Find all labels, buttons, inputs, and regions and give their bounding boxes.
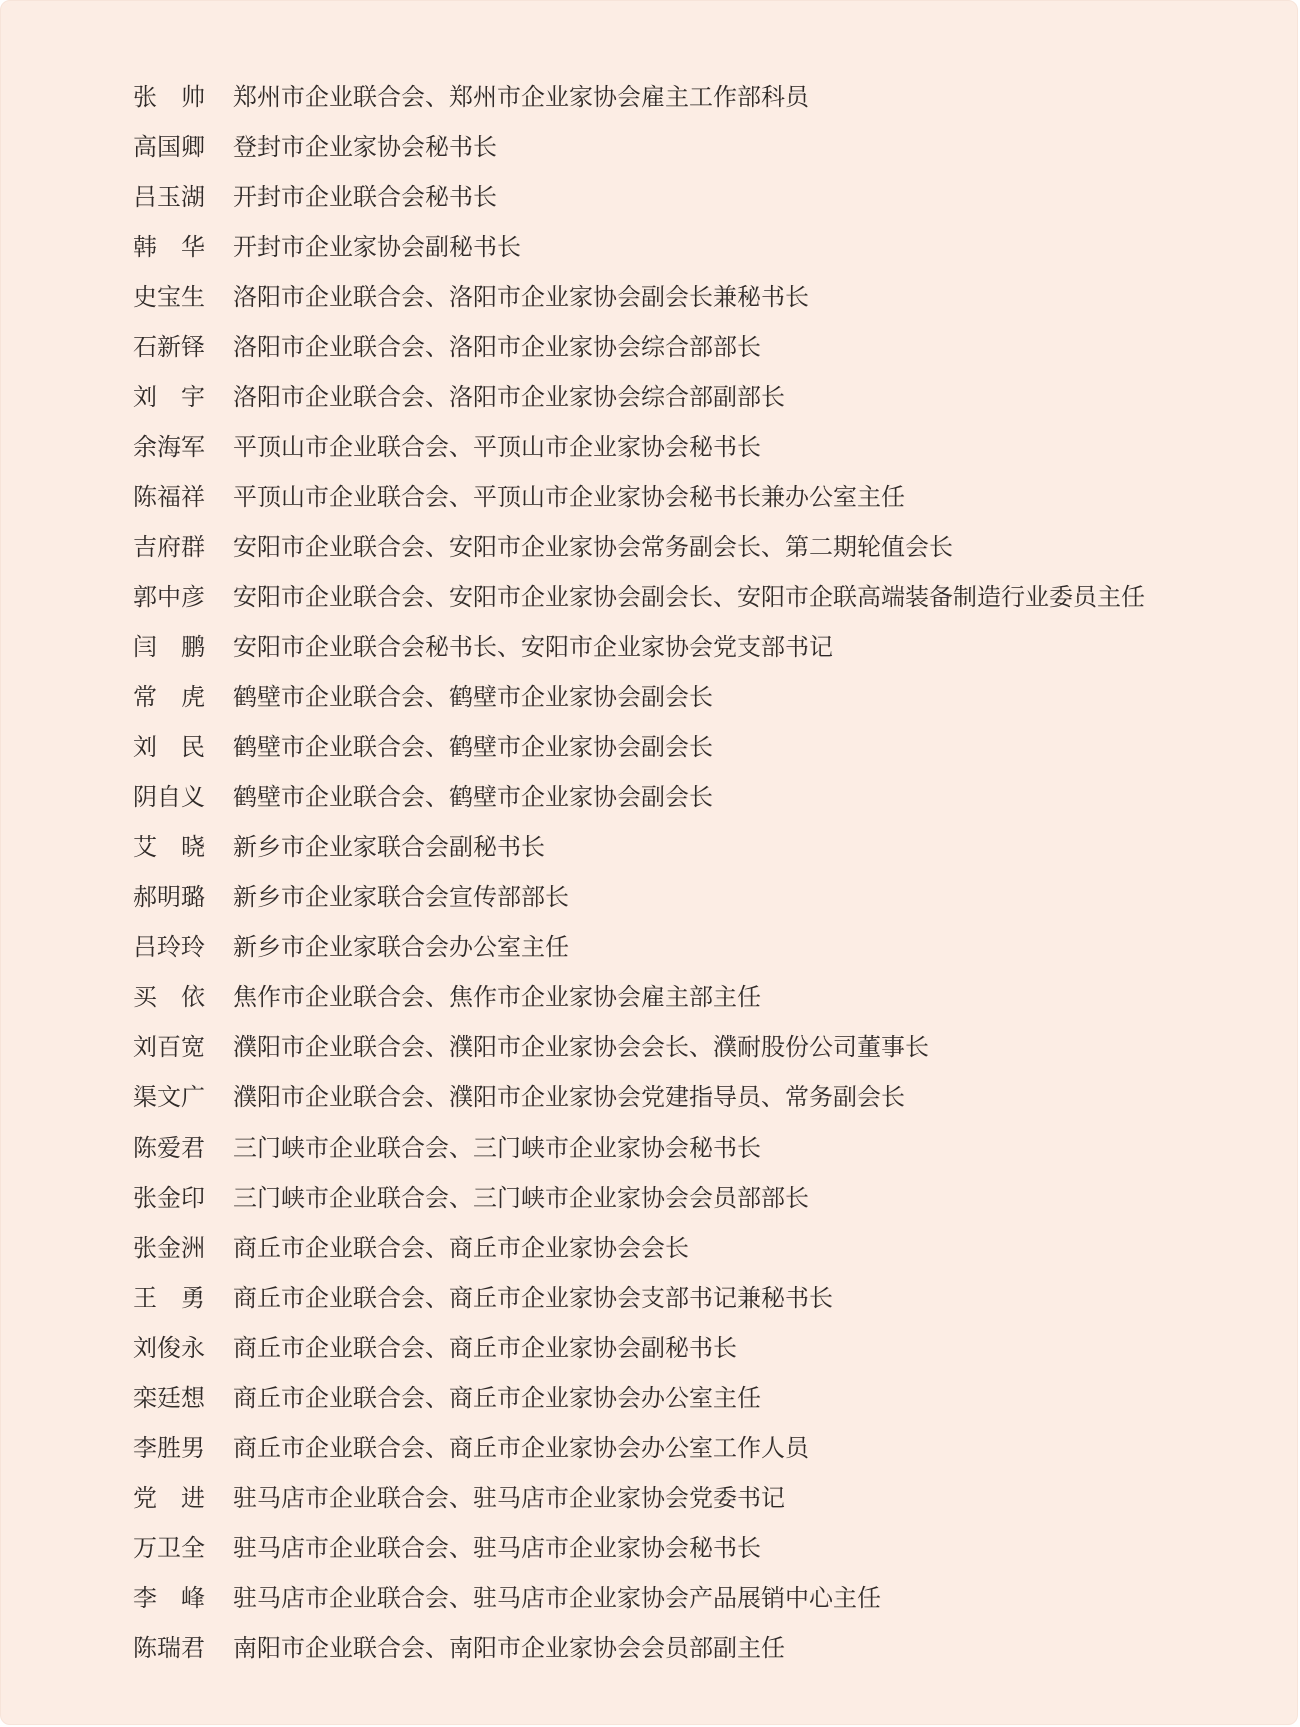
member-title: 洛阳市企业联合会、洛阳市企业家协会综合部副部长 bbox=[233, 382, 785, 411]
member-name: 韩 华 bbox=[133, 232, 205, 261]
member-title: 商丘市企业联合会、商丘市企业家协会办公室工作人员 bbox=[233, 1433, 809, 1462]
member-title: 三门峡市企业联合会、三门峡市企业家协会会员部部长 bbox=[233, 1183, 809, 1212]
member-name: 万卫全 bbox=[133, 1533, 205, 1562]
list-item bbox=[133, 519, 1145, 569]
member-title: 安阳市企业联合会秘书长、安阳市企业家协会党支部书记 bbox=[233, 633, 833, 662]
list-item bbox=[133, 419, 1145, 469]
member-name: 余海军 bbox=[133, 432, 205, 461]
member-name: 党 进 bbox=[133, 1483, 205, 1512]
member-name: 渠文广 bbox=[133, 1083, 205, 1112]
list-item bbox=[133, 1120, 1145, 1170]
member-title: 濮阳市企业联合会、濮阳市企业家协会党建指导员、常务副会长 bbox=[233, 1083, 905, 1112]
member-name: 史宝生 bbox=[133, 282, 205, 311]
member-name: 郝明璐 bbox=[133, 883, 205, 912]
member-title: 开封市企业联合会秘书长 bbox=[233, 182, 497, 211]
member-name: 陈爱君 bbox=[133, 1133, 205, 1162]
list-item bbox=[133, 870, 1145, 920]
member-name: 闫 鹏 bbox=[133, 633, 205, 662]
member-title: 南阳市企业联合会、南阳市企业家协会会员部副主任 bbox=[233, 1633, 785, 1662]
list-item bbox=[133, 1320, 1145, 1370]
member-name: 陈瑞君 bbox=[133, 1633, 205, 1662]
member-title: 鹤壁市企业联合会、鹤壁市企业家协会副会长 bbox=[233, 683, 713, 712]
member-name: 张金洲 bbox=[133, 1233, 205, 1262]
member-name: 刘 民 bbox=[133, 733, 205, 762]
member-name: 艾 晓 bbox=[133, 833, 205, 862]
list-item bbox=[133, 269, 1145, 319]
list-item bbox=[133, 970, 1145, 1020]
member-title: 新乡市企业家联合会副秘书长 bbox=[233, 833, 545, 862]
member-title: 濮阳市企业联合会、濮阳市企业家协会会长、濮耐股份公司董事长 bbox=[233, 1033, 929, 1062]
member-title: 商丘市企业联合会、商丘市企业家协会副秘书长 bbox=[233, 1333, 737, 1362]
member-name: 吕玉湖 bbox=[133, 182, 205, 211]
list-item bbox=[133, 169, 1145, 219]
member-name: 常 虎 bbox=[133, 683, 205, 712]
member-title: 新乡市企业家联合会宣传部部长 bbox=[233, 883, 569, 912]
list-item bbox=[133, 369, 1145, 419]
member-name: 刘百宽 bbox=[133, 1033, 205, 1062]
member-title: 郑州市企业联合会、郑州市企业家协会雇主工作部科员 bbox=[233, 82, 809, 111]
member-name: 吕玲玲 bbox=[133, 933, 205, 962]
member-title: 驻马店市企业联合会、驻马店市企业家协会秘书长 bbox=[233, 1533, 761, 1562]
member-name: 张 帅 bbox=[133, 82, 205, 111]
member-name: 高国卿 bbox=[133, 132, 205, 161]
member-name: 李胜男 bbox=[133, 1433, 205, 1462]
member-title: 鹤壁市企业联合会、鹤壁市企业家协会副会长 bbox=[233, 783, 713, 812]
member-title: 驻马店市企业联合会、驻马店市企业家协会党委书记 bbox=[233, 1483, 785, 1512]
member-title: 洛阳市企业联合会、洛阳市企业家协会副会长兼秘书长 bbox=[233, 282, 809, 311]
list-item bbox=[133, 820, 1145, 870]
member-title: 安阳市企业联合会、安阳市企业家协会副会长、安阳市企联高端装备制造行业委员主任 bbox=[233, 582, 1145, 611]
member-title: 三门峡市企业联合会、三门峡市企业家协会秘书长 bbox=[233, 1133, 761, 1162]
member-name: 石新铎 bbox=[133, 332, 205, 361]
member-name: 王 勇 bbox=[133, 1283, 205, 1312]
list-item bbox=[133, 569, 1145, 619]
list-item bbox=[133, 119, 1145, 169]
list-item bbox=[133, 1520, 1145, 1570]
list-item bbox=[133, 219, 1145, 269]
list-item bbox=[133, 319, 1145, 369]
list-item bbox=[133, 1620, 1145, 1670]
list-item bbox=[133, 1420, 1145, 1470]
list-item bbox=[133, 720, 1145, 770]
list-item bbox=[133, 1070, 1145, 1120]
list-item bbox=[133, 620, 1145, 670]
member-title: 安阳市企业联合会、安阳市企业家协会常务副会长、第二期轮值会长 bbox=[233, 532, 953, 561]
member-name: 吉府群 bbox=[133, 532, 205, 561]
member-name: 刘 宇 bbox=[133, 382, 205, 411]
member-title: 焦作市企业联合会、焦作市企业家协会雇主部主任 bbox=[233, 983, 761, 1012]
member-list bbox=[133, 69, 1145, 1671]
list-item bbox=[133, 770, 1145, 820]
member-name: 李 峰 bbox=[133, 1583, 205, 1612]
member-title: 平顶山市企业联合会、平顶山市企业家协会秘书长兼办公室主任 bbox=[233, 482, 905, 511]
member-name: 阴自义 bbox=[133, 783, 205, 812]
list-item bbox=[133, 69, 1145, 119]
member-name: 刘俊永 bbox=[133, 1333, 205, 1362]
member-title: 鹤壁市企业联合会、鹤壁市企业家协会副会长 bbox=[233, 733, 713, 762]
member-title: 商丘市企业联合会、商丘市企业家协会支部书记兼秘书长 bbox=[233, 1283, 833, 1312]
list-item bbox=[133, 670, 1145, 720]
member-title: 商丘市企业联合会、商丘市企业家协会会长 bbox=[233, 1233, 689, 1262]
list-item bbox=[133, 1570, 1145, 1620]
member-title: 登封市企业家协会秘书长 bbox=[233, 132, 497, 161]
list-item bbox=[133, 1170, 1145, 1220]
member-name: 栾廷想 bbox=[133, 1383, 205, 1412]
list-item bbox=[133, 1020, 1145, 1070]
list-item bbox=[133, 1270, 1145, 1320]
member-title: 开封市企业家协会副秘书长 bbox=[233, 232, 521, 261]
member-name: 张金印 bbox=[133, 1183, 205, 1212]
list-item bbox=[133, 469, 1145, 519]
member-name: 买 依 bbox=[133, 983, 205, 1012]
member-name: 郭中彦 bbox=[133, 582, 205, 611]
member-title: 新乡市企业家联合会办公室主任 bbox=[233, 933, 569, 962]
list-item bbox=[133, 1370, 1145, 1420]
list-item bbox=[133, 920, 1145, 970]
member-name: 陈福祥 bbox=[133, 482, 205, 511]
list-item bbox=[133, 1220, 1145, 1270]
member-title: 洛阳市企业联合会、洛阳市企业家协会综合部部长 bbox=[233, 332, 761, 361]
member-title: 商丘市企业联合会、商丘市企业家协会办公室主任 bbox=[233, 1383, 761, 1412]
member-title: 驻马店市企业联合会、驻马店市企业家协会产品展销中心主任 bbox=[233, 1583, 881, 1612]
member-title: 平顶山市企业联合会、平顶山市企业家协会秘书长 bbox=[233, 432, 761, 461]
list-item bbox=[133, 1470, 1145, 1520]
